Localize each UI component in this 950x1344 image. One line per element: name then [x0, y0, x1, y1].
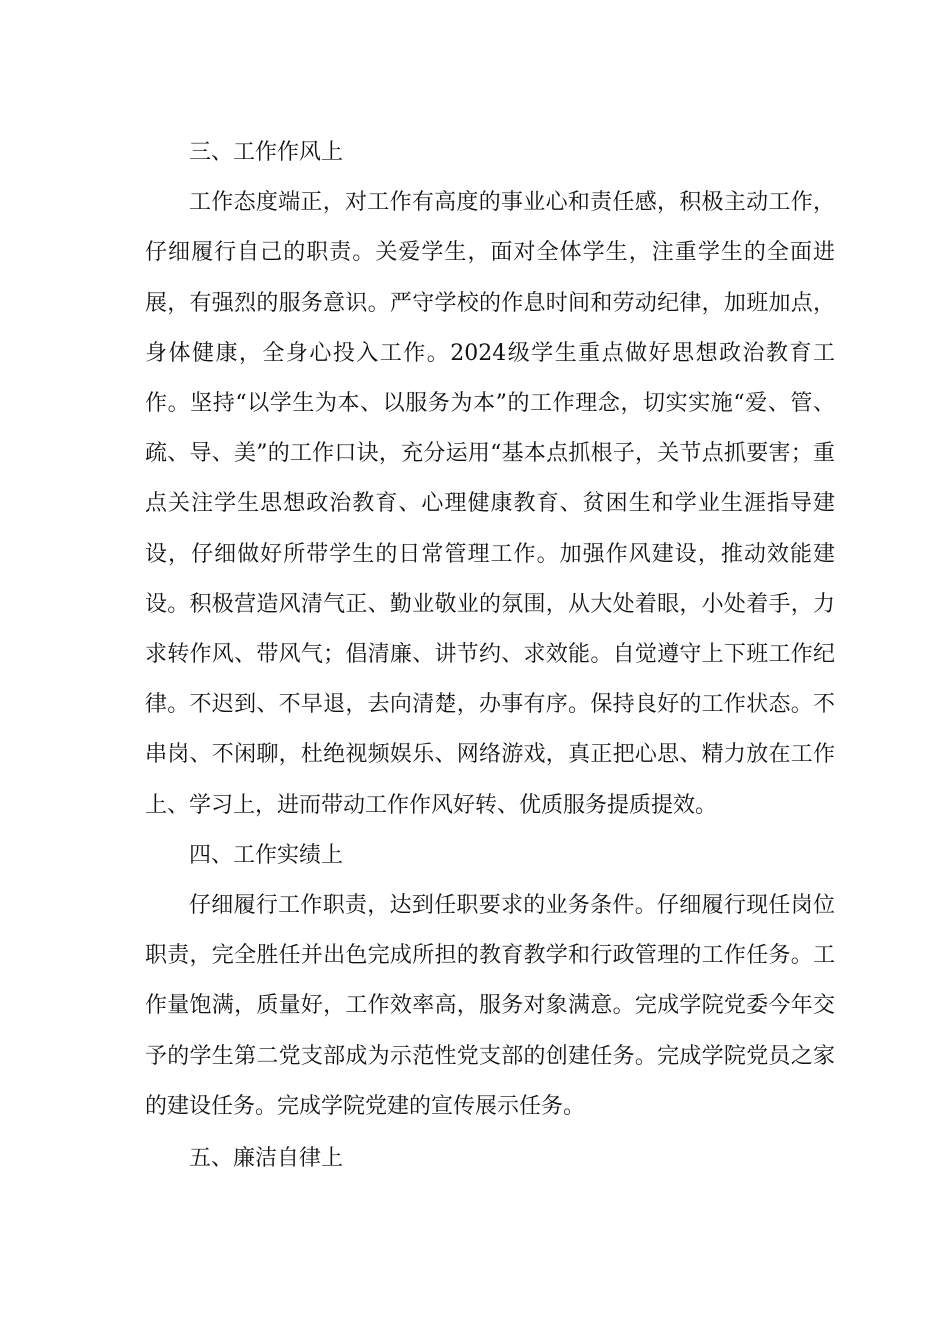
document-body: [145, 128, 835, 1184]
section-paragraph-work-performance: 仔细履行工作职责，达到任职要求的业务条件。仔细履行现任岗位职责，完全胜任并出色完成所担的教育教学和行政管理的工作任务。工作量饱满，质量好，工作效率高，服务对象满意。完成学院党委今年交予的学生第二党支部成为示范性党支部的创建任务。完成学院党员之家的建设任务。完成学院党建的宣传展示任务。: [145, 893, 835, 1119]
section-heading-work-style: 三、工作作风上: [189, 140, 344, 165]
section-heading-integrity: 五、廉洁自律上: [189, 1146, 344, 1172]
section-heading-work-performance: 四、工作实绩上: [189, 842, 344, 868]
section-paragraph-work-style: 工作态度端正，对工作有高度的事业心和责任感，积极主动工作，仔细履行自己的职责。关爱学生，面对全体学生，注重学生的全面进展，有强烈的服务意识。严守学校的作息时间和劳动纪律，加班加点，身体健康，全身心投入工作。2024级学生重点做好思想政治教育工作。坚持“以学生为本、以服务为本”的工作理念，切实实施“爱、管、疏、导、美”的工作口诀，充分运用“基本点抓根子，关节点抓要害；重点关注学生思想政治教育、心理健康教育、贫困生和学业生涯指导建设，仔细做好所带学生的日常管理工作。加强作风建设，推动效能建设。积极营造风清气正、勤业敬业的氛围，从大处着眼，小处着手，力求转作风、带风气；倡清廉、讲节约、求效能。自觉遵守上下班工作纪律。不迟到、不早退，去向清楚，办事有序。保持良好的工作状态。不串岗、不闲聊，杜绝视频娱乐、网络游戏，真正把心思、精力放在工作上、学习上，进而带动工作作风好转、优质服务提质提效。: [145, 190, 835, 818]
